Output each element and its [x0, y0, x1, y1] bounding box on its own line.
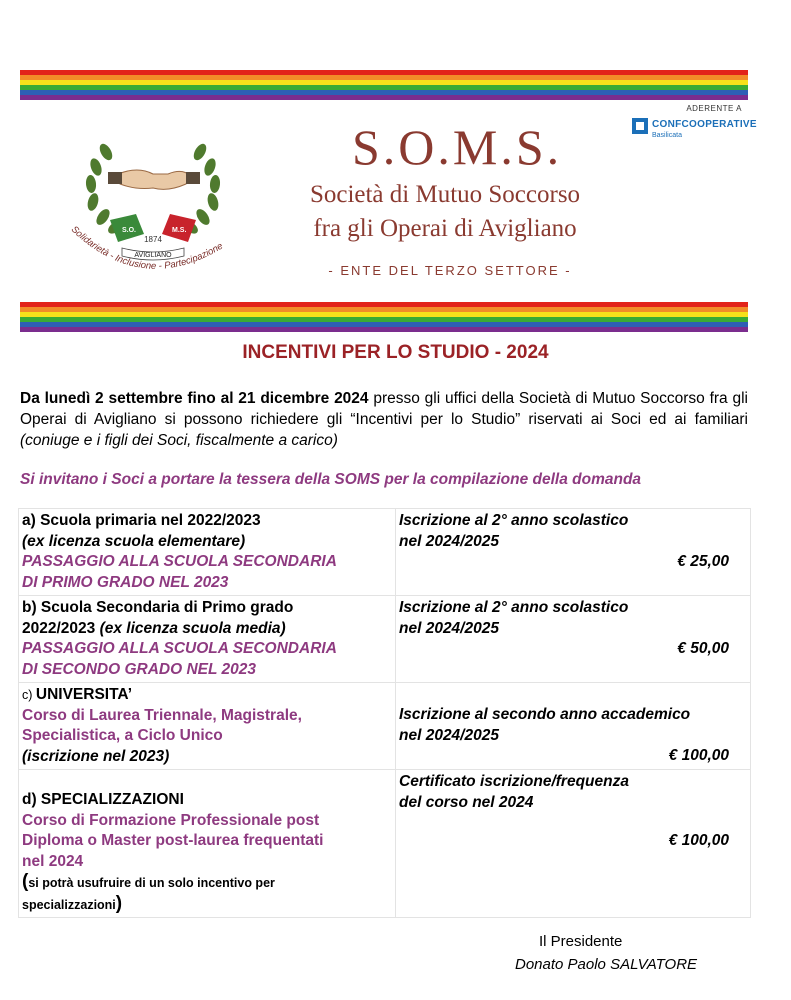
row-d-note-1: si potrà usufruire di un solo incentivo per [28, 876, 275, 890]
table-row-d [19, 770, 751, 918]
ente-terzo-settore: - ENTE DEL TERZO SETTORE - [328, 263, 572, 278]
table-row-c [19, 683, 751, 770]
confcooperative-logo [632, 116, 757, 142]
row-a-note: (ex licenza scuola elementare) [22, 532, 246, 550]
row-d-req-2: del corso nel 2024 [399, 793, 534, 811]
intro-dates: Da lunedì 2 settembre fino al 21 dicembre 2024 [20, 390, 369, 407]
row-d-description [19, 770, 396, 918]
row-c-prefix: c) [22, 688, 36, 702]
row-d-purple-3: nel 2024 [22, 852, 84, 870]
confcooperative-mark-icon [632, 118, 648, 134]
row-a-requirement [396, 509, 751, 596]
row-d-title: d) SPECIALIZZAZIONI [22, 791, 184, 808]
row-b-req-1: Iscrizione al 2° anno scolastico [399, 599, 629, 616]
row-c-req-2: nel 2024/2025 [399, 726, 499, 744]
confcooperative-region: Basilicata [652, 132, 682, 139]
row-c-note: (iscrizione nel 2023) [22, 747, 170, 765]
row-d-paren-close: ) [115, 892, 123, 914]
aderente-label: ADERENTE A [686, 104, 742, 113]
intro-paragraph [20, 388, 748, 451]
row-b-title-year: 2022/2023 [22, 619, 96, 637]
soms-emblem-logo [48, 122, 258, 287]
row-a-purple-1: PASSAGGIO ALLA SCUOLA SECONDARIA [22, 553, 337, 570]
row-d-paren-open: ( [22, 871, 29, 892]
row-b-requirement [396, 596, 751, 683]
table-row-a [19, 509, 751, 596]
invite-notice: Si invitano i Soci a portare la tessera della SOMS per la compilazione della domanda [20, 471, 642, 488]
row-a-purple-2: DI PRIMO GRADO NEL 2023 [22, 573, 229, 591]
intro-family-note: (coniuge e i figli dei Soci, fiscalmente a carico) [20, 432, 338, 449]
row-b-purple-2: DI SECONDO GRADO NEL 2023 [22, 660, 256, 678]
row-b-req-2: nel 2024/2025 [399, 619, 499, 637]
row-c-req-1: Iscrizione al secondo anno accademico [399, 706, 691, 723]
emblem-year: 1874 [144, 235, 162, 244]
row-d-requirement [396, 770, 751, 918]
row-a-description [19, 509, 396, 596]
signature-role: Il Presidente [539, 933, 623, 950]
soms-subtitle-line1: Società di Mutuo Soccorso [309, 181, 581, 208]
soms-title: S.O.M.S. [352, 119, 563, 175]
row-b-amount: € 50,00 [677, 640, 729, 657]
row-d-req-1: Certificato iscrizione/frequenza [399, 773, 629, 790]
row-c-amount: € 100,00 [668, 747, 729, 764]
row-c-purple-2: Specialistica, a Ciclo Unico [22, 727, 223, 744]
page-heading: INCENTIVI PER LO STUDIO - 2024 [242, 342, 549, 363]
row-d-purple-2: Diploma o Master post-laurea frequentati [22, 832, 324, 849]
row-c-title: UNIVERSITA’ [35, 686, 133, 703]
row-a-amount: € 25,00 [677, 553, 729, 570]
row-d-amount: € 100,00 [668, 832, 729, 849]
emblem-ribbon-text: AVIGLIANO [134, 252, 172, 259]
row-a-req-2: nel 2024/2025 [399, 532, 499, 550]
signature-name: Donato Paolo SALVATORE [515, 956, 698, 973]
incentives-table [18, 508, 751, 918]
row-d-purple-1: Corso di Formazione Professionale post [22, 811, 320, 829]
row-a-title: a) Scuola primaria nel 2022/2023 [22, 512, 261, 529]
row-a-req-1: Iscrizione al 2° anno scolastico [399, 512, 629, 529]
row-b-title: b) Scuola Secondaria di Primo grado [22, 599, 294, 616]
bottom-rainbow-band [20, 302, 748, 332]
row-c-description [19, 683, 396, 770]
top-rainbow-band [20, 70, 748, 100]
table-row-b [19, 596, 751, 683]
row-b-purple-1: PASSAGGIO ALLA SCUOLA SECONDARIA [22, 640, 337, 657]
row-b-note: (ex licenza scuola media) [95, 619, 286, 637]
emblem-motto: Solidarietà - Inclusione - Partecipazione [68, 223, 225, 272]
emblem-right-shield-text: M.S. [172, 227, 187, 234]
intro-text: presso gli uffici della Società di Mutuo Soccorso fra gli Operai di Avigliano si possono richiedere gli “Incentivi per lo Studio” riservati ai Soci ed ai familiari [20, 390, 748, 428]
row-d-note-2: specializzazioni [22, 897, 116, 912]
emblem-left-shield-text: S.O. [122, 227, 137, 234]
letterhead [20, 100, 757, 300]
row-b-description [19, 596, 396, 683]
row-c-requirement [396, 683, 751, 770]
soms-subtitle-line2: fra gli Operai di Avigliano [313, 215, 577, 242]
confcooperative-name: CONFCOOPERATIVE [652, 119, 757, 130]
row-c-purple-1: Corso di Laurea Triennale, Magistrale, [22, 706, 302, 724]
